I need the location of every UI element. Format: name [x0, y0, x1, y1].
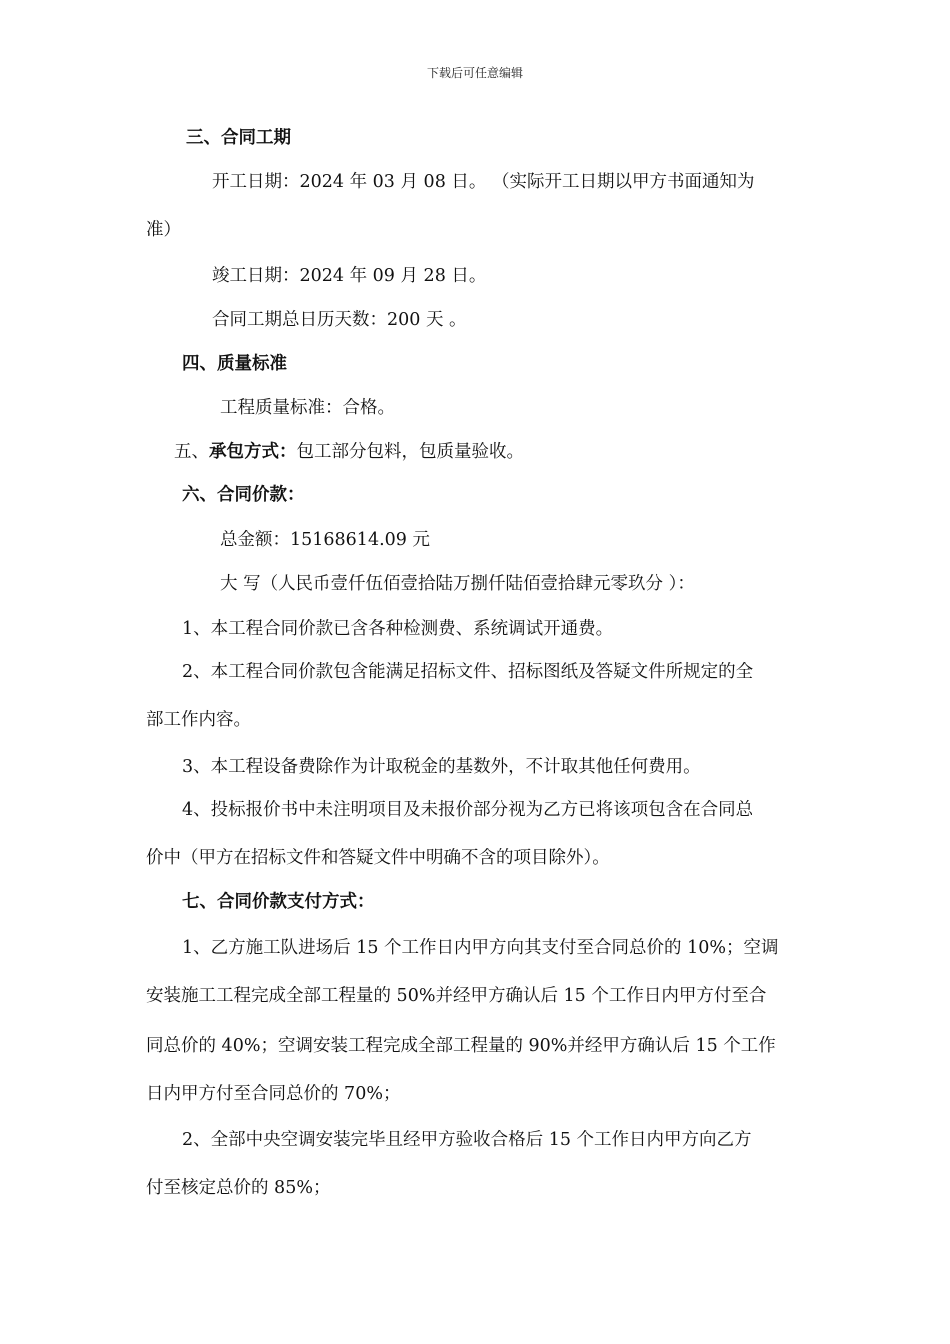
section5-label: 承包方式：: [209, 442, 297, 462]
payment-p1-line3: 同总价的 40%；空调安装工程完成全部工程量的 90%并经甲方确认后 15 个工作: [146, 1036, 776, 1056]
price-item-4b: 价中（甲方在招标文件和答疑文件中明确不含的项目除外）。: [146, 848, 610, 868]
quality-standard-line: 工程质量标准：合格。: [220, 398, 395, 418]
payment-p2-line2: 付至核定总价的 85%；: [146, 1178, 331, 1198]
section6-heading: 六、合同价款：: [182, 485, 305, 505]
price-item-1: 1、本工程合同价款已含各种检测费、系统调试开通费。: [182, 619, 614, 639]
section3-heading: 三、合同工期: [186, 128, 291, 148]
contract-method-line: [174, 440, 524, 464]
section5-prefix: 五、: [174, 442, 209, 462]
section7-heading: 七、合同价款支付方式：: [182, 892, 375, 912]
payment-p1-line2: 安装施工工程完成全部工程量的 50%并经甲方确认后 15 个工作日内甲方付至合: [146, 986, 767, 1006]
price-item-3: 3、本工程设备费除作为计取税金的基数外，不计取其他任何费用。: [182, 757, 701, 777]
payment-p1-line4: 日内甲方付至合同总价的 70%；: [146, 1084, 401, 1104]
payment-p1-line1: 1、乙方施工队进场后 15 个工作日内甲方向其支付至合同总价的 10%；空调: [182, 938, 779, 958]
payment-p2-line1: 2、全部中央空调安装完毕且经甲方验收合格后 15 个工作日内甲方向乙方: [182, 1130, 752, 1150]
start-date-line: 开工日期：2024 年 03 月 08 日。 （实际开工日期以甲方书面通知为: [212, 172, 755, 192]
section5-value: 包工部分包料，包质量验收。: [296, 442, 524, 462]
price-item-2a: 2、本工程合同价款包含能满足招标文件、招标图纸及答疑文件所规定的全: [182, 662, 754, 682]
total-days-line: 合同工期总日历天数：200 天 。: [212, 310, 467, 330]
completion-date-line: 竣工日期：2024 年 09 月 28 日。: [212, 266, 487, 286]
section4-heading: 四、质量标准: [182, 354, 287, 374]
start-date-line-cont: 准）: [146, 220, 181, 240]
price-item-4a: 4、投标报价书中未注明项目及未报价部分视为乙方已将该项包含在合同总: [182, 800, 754, 820]
total-amount-line: 总金额：15168614.09 元: [220, 530, 430, 550]
price-item-2b: 部工作内容。: [146, 710, 251, 730]
header-note: 下载后可任意编辑: [426, 66, 523, 80]
amount-in-words-line: 大 写（人民币壹仟伍佰壹拾陆万捌仟陆佰壹拾肆元零玖分 ）：: [220, 574, 695, 594]
